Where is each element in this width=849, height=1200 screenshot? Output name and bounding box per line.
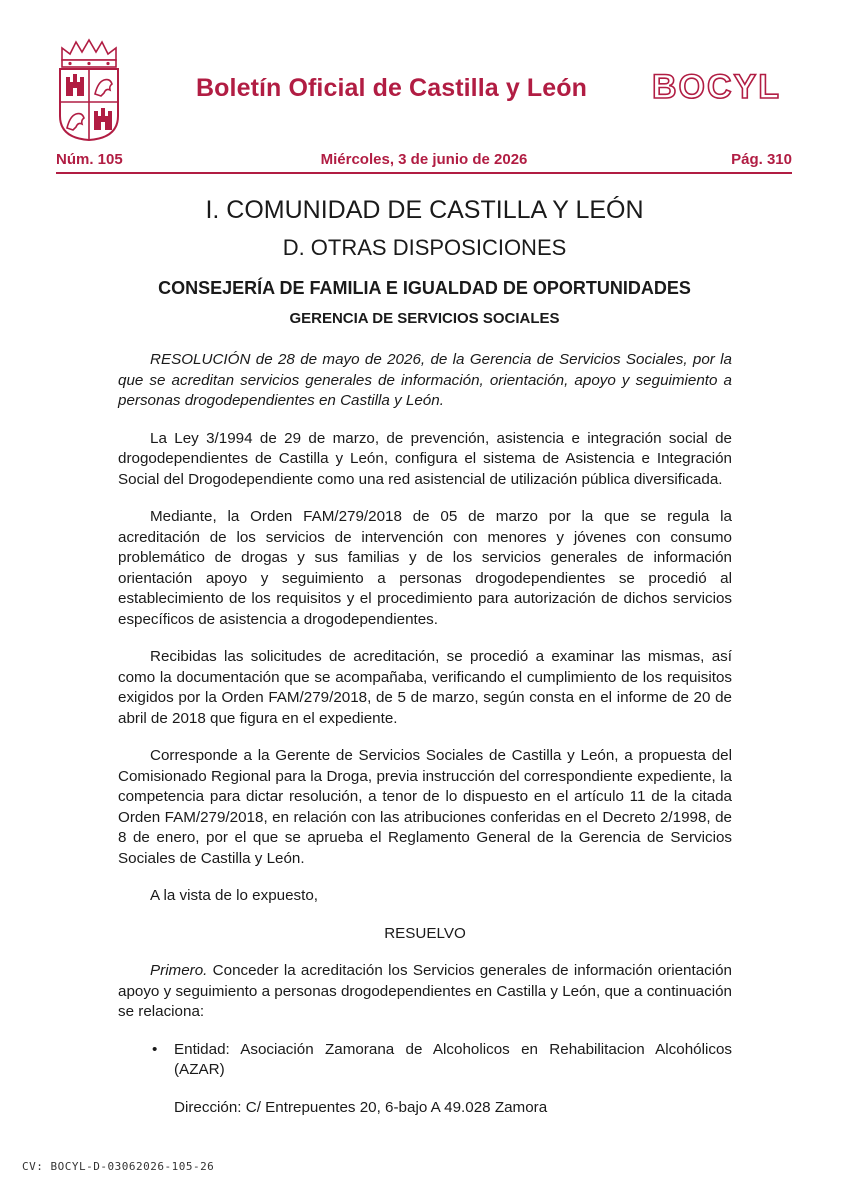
section-title: I. COMUNIDAD DE CASTILLA Y LEÓN [205, 196, 644, 224]
issue-date: Miércoles, 3 de junio de 2026 [320, 151, 528, 168]
page-number: Pág. 310 [731, 151, 792, 168]
paragraph-solicitudes: Recibidas las solicitudes de acreditación, se procedió a examinar las mismas, así como la documentación que se acompañaba, verificando el cumplimiento de los requisitos exigidos por la Orden FAM/279/2018, de 5 de marzo, según consta en el informe de 20 de abril de 2018 que figura en el expediente. [118, 648, 732, 727]
entity-list-item [118, 1040, 732, 1081]
department-unit: GERENCIA DE SERVICIOS SOCIALES [289, 310, 560, 327]
paragraph-vista: A la vista de lo expuesto, [150, 887, 319, 904]
paragraph-orden: Mediante, la Orden FAM/279/2018 de 05 de marzo por la que se regula la acreditación de los servicios de intervención con menores y jóvenes con consumo problemático de drogas y sus familias y de los servicios generales de información orientación apoyo y seguimiento a personas drogodependientes se procedió al establecimiento de los requisitos y el procedimiento para autorización de dichos servicios específicos de asistencia a drogodependientes. [118, 508, 732, 628]
paragraph-law: La Ley 3/1994 de 29 de marzo, de prevención, asistencia e integración social de drogodependientes de Castilla y León, configura el sistema de Asistencia e Integración Social del Drogodependiente como una red asistencial de utilización pública diversificada. [118, 429, 732, 488]
document-body [118, 350, 732, 1118]
paragraph-competencia: Corresponde a la Gerente de Servicios Sociales de Castilla y León, a propuesta del Comisionado Regional para la Droga, previa instrucción del correspondiente expediente, la competencia para dictar resolución, a tenor de lo dispuesto en el artículo 11 de la citada Orden FAM/279/2018, en relación con las atribuciones conferidas en el Decreto 2/1998, de 8 de enero, por el que se aprueba el Reglamento General de la Gerencia de Servicios Sociales de Castilla y León. [118, 747, 732, 867]
cv-code: CV: BOCYL-D-03062026-105-26 [22, 1160, 215, 1173]
bocyl-logo: BOCYL [652, 68, 781, 106]
primero-label: Primero. [150, 962, 208, 979]
resolution-intro: RESOLUCIÓN de 28 de mayo de 2026, de la Gerencia de Servicios Sociales, por la que se acreditan servicios generales de información, orientación, apoyo y seguimiento a personas drogodependientes en Castilla y León. [118, 351, 732, 409]
bullet-icon: • [152, 1040, 158, 1058]
subsection-title: D. OTRAS DISPOSICIONES [282, 235, 567, 260]
issue-bar [56, 150, 792, 174]
entity-name: Entidad: Asociación Zamorana de Alcoholicos en Rehabilitacion Alcohólicos (AZAR) [174, 1040, 732, 1078]
coat-of-arms-crest [54, 38, 124, 142]
primero-text: Conceder la acreditación los Servicios generales de información orientación apoyo y seguimiento a personas drogodependientes en Castilla y León, que a continuación se relaciona: [118, 962, 732, 1020]
department-name: CONSEJERÍA DE FAMILIA E IGUALDAD DE OPORTUNIDADES [158, 278, 691, 298]
bulletin-title: Boletín Oficial de Castilla y León [196, 74, 587, 102]
paragraph-primero [118, 961, 732, 1023]
resuelvo-heading: RESUELVO [384, 924, 466, 942]
entity-address: Dirección: C/ Entrepuentes 20, 6-bajo A 49.028 Zamora [174, 1098, 548, 1116]
issue-number: Núm. 105 [56, 151, 123, 168]
